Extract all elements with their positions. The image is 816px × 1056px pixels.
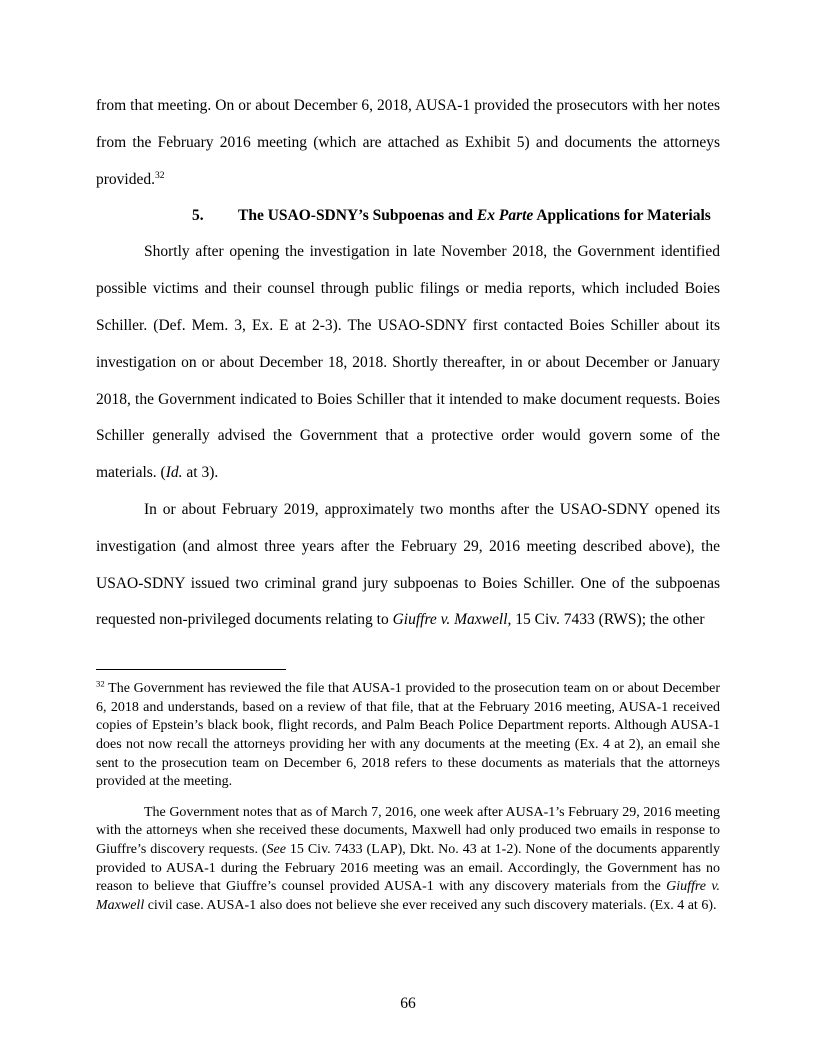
text-run: civil case. AUSA-1 also does not believe she ever received any such discovery materials. (Ex. 4 at 6). [144, 897, 717, 913]
text-run: 15 Civ. 7433 (LAP), Dkt. No. 43 at 1-2). None of the documents apparently provided to AUSA-1 during the February 2016 meeting was an email. Accordingly, the Government has no reason to believe that Giuffre’s counsel provided AUSA-1 with any discovery materials from the [96, 841, 720, 895]
page-number: 66 [400, 995, 416, 1012]
text-run: Id. [165, 464, 183, 482]
paragraph-continued [96, 88, 720, 198]
footnote-section [96, 680, 720, 915]
footnote-reference: 32 [154, 169, 165, 181]
text-run: See [266, 841, 286, 857]
text-run: The Government has reviewed the file that AUSA-1 provided to the prosecution team on or about December 6, 2018 and understands, based on a review of that file, that at the February 2016 meeting, AUSA-1 received copies of Epstein’s black book, flight records, and Palm Beach Police Department reports. Although AUSA-1 does not now recall the attorneys providing her with any documents at the meeting (Ex. 4 at 2), an email she sent to the prosecution team on December 6, 2018 refers to these documents as materials that the attorneys provided at the meeting. [96, 681, 720, 790]
text-run: from that meeting. On or about December 6, 2018, AUSA-1 provided the prosecutors with her notes from the February 2016 meeting (which are attached as Exhibit 5) and documents the attorneys provided. [96, 97, 720, 188]
text-run: The USAO-SDNY’s Subpoenas and [238, 207, 477, 225]
footnote-paragraph [96, 680, 720, 792]
paragraph [96, 492, 720, 639]
text-run: Giuffre v. Maxwell [392, 611, 508, 629]
text-run: at 3). [182, 464, 219, 482]
text-run: Applications for Materials [533, 207, 711, 225]
text-run: Ex Parte [476, 207, 534, 225]
paragraph [96, 234, 720, 492]
text-run: In or about February 2019, approximately two months after the USAO-SDNY opened its investigation (and almost three years after the February 29, 2016 meeting described above), the USAO-SDNY issued two criminal grand jury subpoenas to Boies Schiller. One of the subpoenas requested non-privileged documents relating to [96, 500, 720, 629]
text-run: , 15 Civ. 7433 (RWS); the other [507, 611, 705, 629]
section-number: 5. [192, 207, 204, 225]
text-run: Shortly after opening the investigation in late November 2018, the Government identified possible victims and their counsel through public filings or media reports, which included Boies Schiller. (Def. Mem. 3, Ex. E at 2-3). The USAO-SDNY first contacted Boies Schiller about its investigation on or about December 18, 2018. Shortly thereafter, in or about December or January 2018, the Government indicated to Boies Schiller that it intended to make document requests. Boies Schiller generally advised the Government that a protective order would govern some of the materials. ( [96, 243, 720, 482]
footnote-separator [96, 669, 286, 670]
section-heading [192, 206, 720, 226]
section-title [238, 206, 720, 226]
text-run: Giuffre v. Maxwell [96, 879, 720, 913]
footnote-paragraph [96, 804, 720, 916]
footnote-reference: 32 [96, 678, 105, 689]
document-body [96, 88, 720, 915]
text-run: The Government notes that as of March 7, 2016, one week after AUSA-1’s February 29, 2016 meeting with the attorneys when she received these documents, Maxwell had only produced two emails in response to Giuffre’s discovery requests. ( [96, 804, 720, 857]
